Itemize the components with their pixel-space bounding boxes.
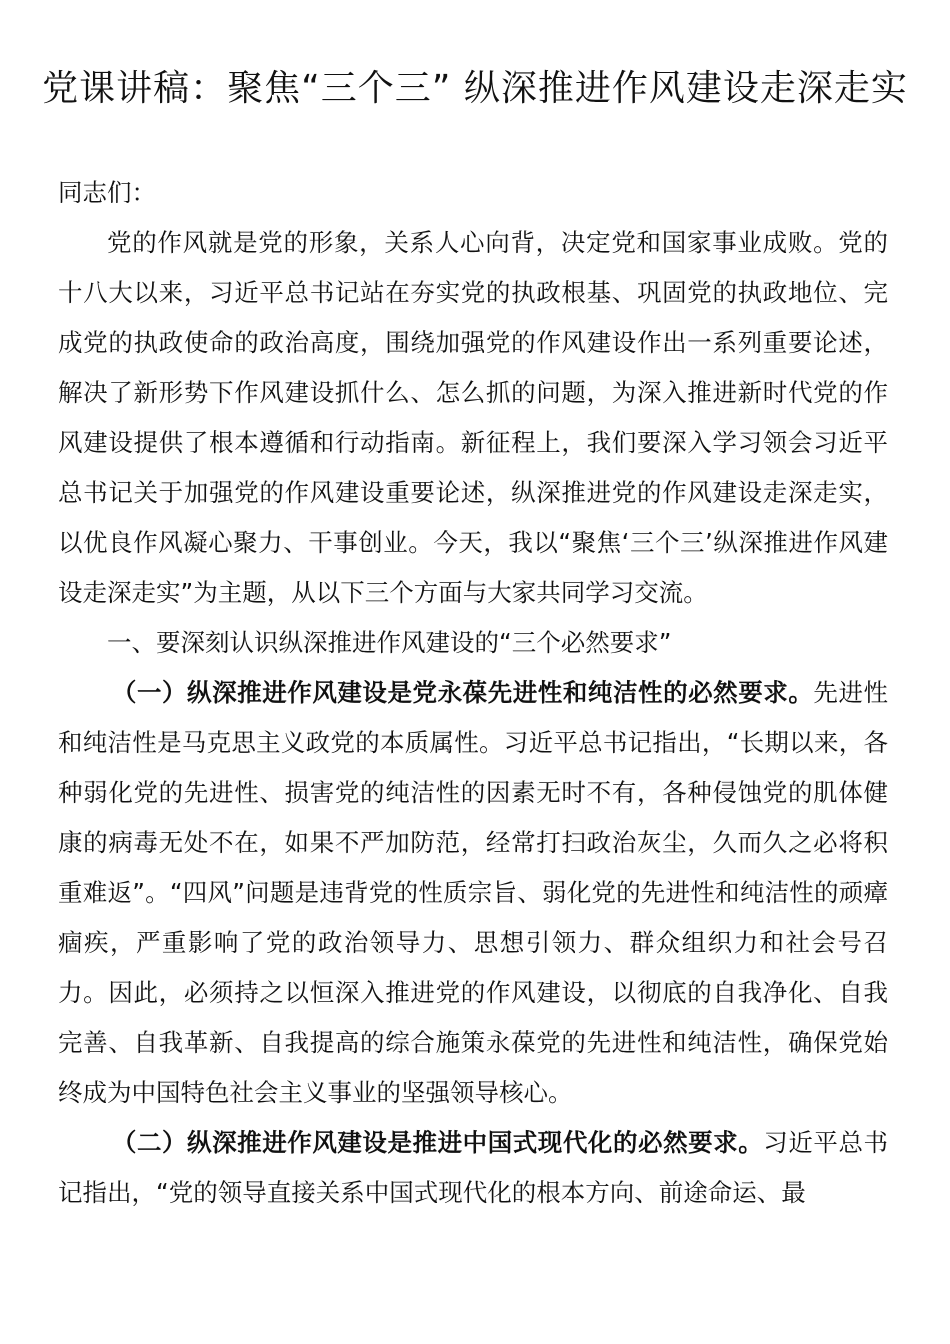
point-one-heading: （一）纵深推进作风建设是党永葆先进性和纯洁性的必然要求。 bbox=[111, 678, 814, 707]
salutation: 同志们： bbox=[58, 178, 156, 207]
intro-paragraph: 党的作风就是党的形象，关系人心向背，决定党和国家事业成败。党的十八大以来，习近平总书记站在夯实党的执政根基、巩固党的执政地位、完成党的执政使命的政治高度，围绕加强党的作风建设作出一系列重要论述，解决了新形势下作风建设抓什么、怎么抓的问题，为深入推进新时代党的作风建设提供了根本遵循和行动指南。新征程上，我们要深入学习领会习近平总书记关于加强党的作风建设重要论述，纵深推进党的作风建设走深走实，以优良作风凝心聚力、干事创业。今天，我以“聚焦‘三个三’纵深推进作风建设走深走实”为主题，从以下三个方面与大家共同学习交流。 bbox=[58, 228, 888, 607]
point-one-paragraph bbox=[58, 668, 888, 1118]
point-two-paragraph bbox=[58, 1118, 888, 1218]
point-two-body: 习近平总书记指出，“党的领导直接关系中国式现代化的根本方向、前途命运、最 bbox=[58, 1128, 889, 1207]
document-title: 党课讲稿：聚焦“三个三” 纵深推进作风建设走深走实 bbox=[42, 68, 908, 109]
document-body bbox=[58, 168, 888, 1218]
section-heading: 一、要深刻认识纵深推进作风建设的“三个必然要求” bbox=[107, 628, 672, 657]
point-two-heading: （二）纵深推进作风建设是推进中国式现代化的必然要求。 bbox=[111, 1128, 764, 1157]
point-one-body: 先进性和纯洁性是马克思主义政党的本质属性。习近平总书记指出，“长期以来，各种弱化党的先进性、损害党的纯洁性的因素无时不有，各种侵蚀党的肌体健康的病毒无处不在，如果不严加防范，经常打扫政治灰尘，久而久之必将积重难返”。“四风”问题是违背党的性质宗旨、弱化党的先进性和纯洁性的顽瘴痼疾，严重影响了党的政治领导力、思想引领力、群众组织力和社会号召力。因此，必须持之以恒深入推进党的作风建设，以彻底的自我净化、自我完善、自我革新、自我提高的综合施策永葆党的先进性和纯洁性，确保党始终成为中国特色社会主义事业的坚强领导核心。 bbox=[58, 678, 888, 1107]
